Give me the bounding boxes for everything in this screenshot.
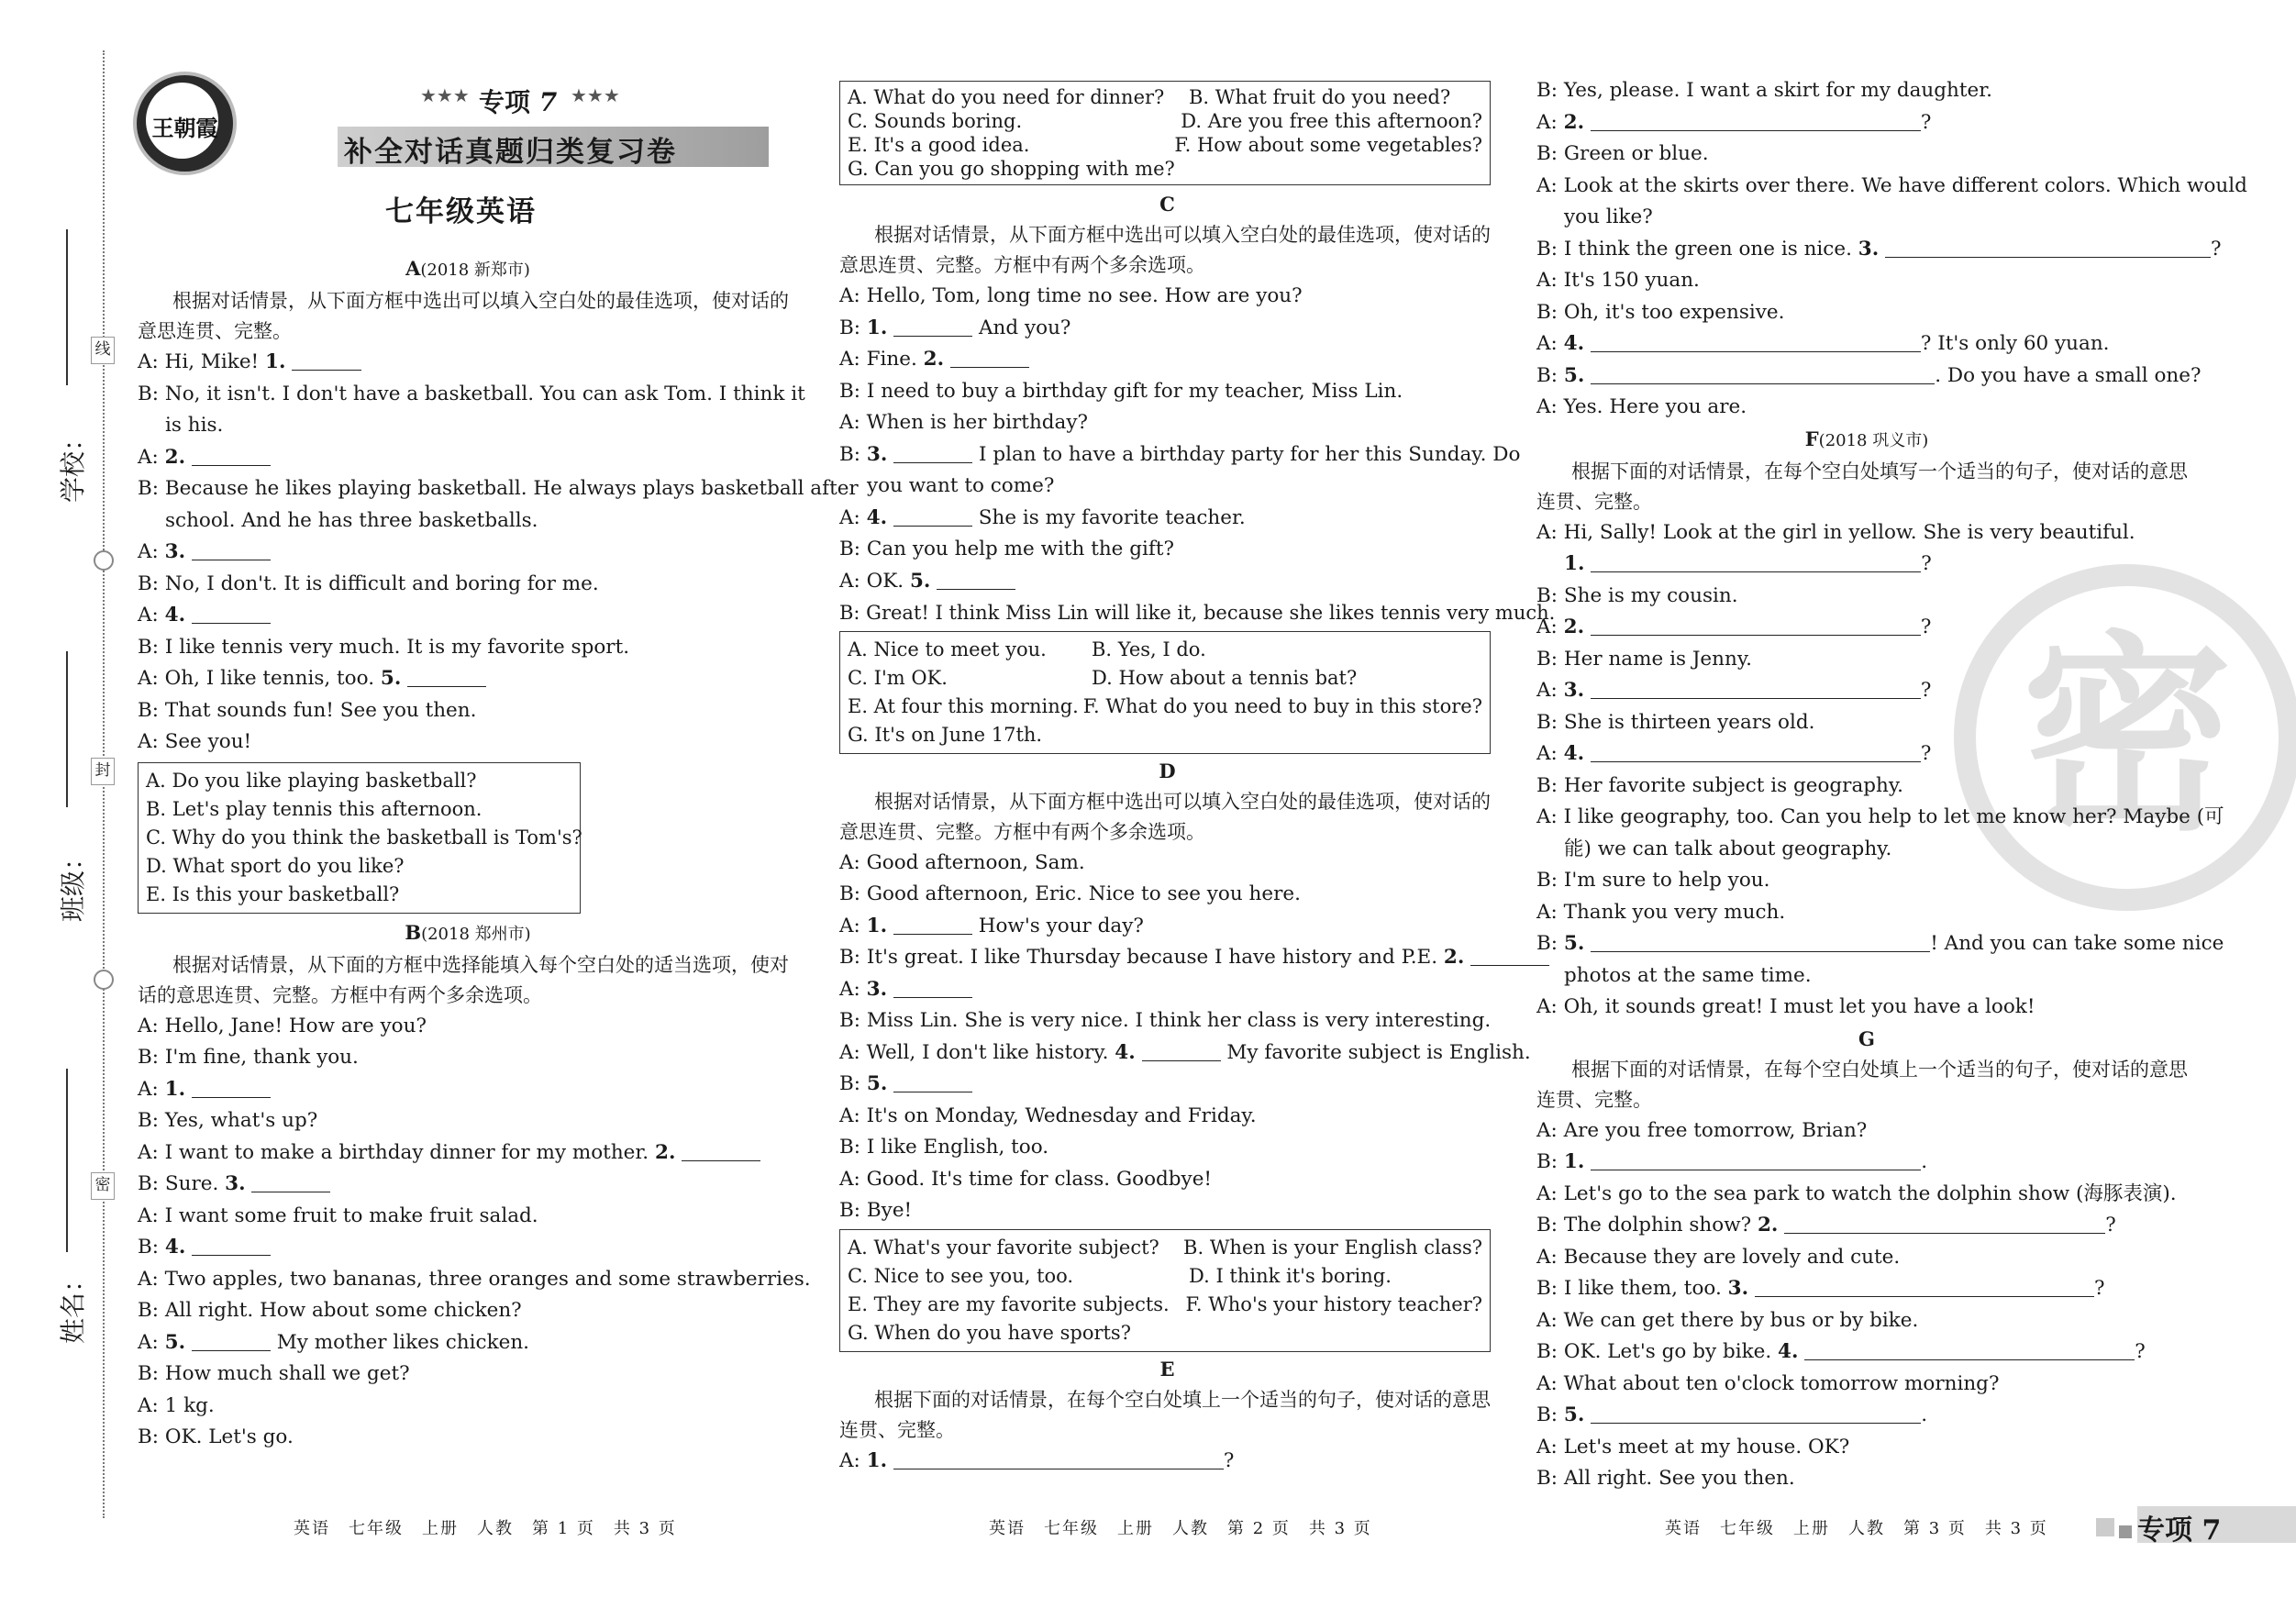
footer-tag: 专项 7 [2137, 1514, 2222, 1547]
dialog-line: A: Are you free tomorrow, Brian? [1536, 1118, 1868, 1142]
answer-blank[interactable] [292, 349, 361, 371]
section-g-title: G [1858, 1026, 1875, 1050]
answer-blank[interactable] [1804, 1339, 2135, 1360]
answer-blank[interactable] [1591, 931, 1930, 952]
option-row: C. Sounds boring. D. Are you free this afternoon? [848, 110, 1482, 132]
dialog-line: B: 3. I plan to have a birthday party for her this Sunday. Do [839, 442, 1521, 466]
dialog-line: A: 1. ? [839, 1448, 1235, 1472]
option-row: A. What's your favorite subject? B. When is your English class? [848, 1236, 1482, 1259]
answer-blank[interactable] [192, 1235, 271, 1256]
option-row: A. What do you need for dinner? B. What fruit do you need? [848, 86, 1451, 108]
column-1 [138, 253, 859, 1454]
dialog-line: school. And he has three basketballs. [165, 508, 538, 532]
dialog-line: A: See you! [138, 730, 252, 753]
answer-blank[interactable] [950, 347, 1029, 368]
dialog-line: B: Good afternoon, Eric. Nice to see you here. [839, 882, 1301, 905]
dialog-line: A: 3. [839, 974, 1495, 1006]
section-b-title: B(2018 郑州市) [405, 920, 531, 944]
dialog-line: B: I like them, too. 3. ? [1536, 1277, 2105, 1300]
watermark-text: 密 [2021, 615, 2233, 859]
footer-page-2: 英语 七年级 上册 人教 第 2 页 共 3 页 [989, 1519, 1372, 1538]
dialog-line: B: Sure. 3. [138, 1169, 798, 1201]
dialog-line: B: Because he likes playing basketball. He always plays basketball after [138, 477, 859, 500]
binding-word-secret: 密 [91, 1172, 115, 1200]
option-row: A. Nice to meet you. B. Yes, I do. [848, 638, 1206, 660]
section-c-instruction: 根据对话情景，从下面方框中选出可以填入空白处的最佳选项，使对话的意思连贯、完整。方框中有两个多余选项。 [839, 224, 1491, 276]
dialog-line: B: She is thirteen years old. [1536, 710, 1815, 734]
dialog-line: A: Hello, Tom, long time no see. How are you? [839, 284, 1303, 307]
dialog-line: B: I'm fine, thank you. [138, 1046, 359, 1069]
stars-left: ★★★ [420, 84, 470, 106]
dialog-line: B: All right. See you then. [1536, 1467, 1795, 1490]
answer-blank[interactable] [192, 1077, 271, 1098]
option-row: E. It's a good idea. F. How about some vegetables? [848, 134, 1482, 156]
option: A. Do you like playing basketball? [146, 769, 477, 792]
class-label: 班级： [58, 844, 88, 922]
school-label: 学校： [58, 425, 88, 503]
dialog-line: B: I'm sure to help you. [1536, 869, 1770, 892]
grade-title: 七年级英语 [385, 195, 537, 228]
answer-blank[interactable] [1591, 615, 1921, 636]
answer-blank[interactable] [192, 1330, 271, 1351]
answer-blank[interactable] [1591, 1403, 1921, 1424]
dialog-line: B: 4. [138, 1232, 798, 1264]
dialog-line: you want to come? [867, 474, 1055, 497]
dialog-line: A: Look at the skirts over there. We have different colors. Which would [1536, 173, 2247, 197]
option-row: G. When do you have sports? [848, 1321, 1131, 1344]
dialog-line: B: No, it isn't. I don't have a basketball. You can ask Tom. I think it [138, 382, 805, 405]
answer-blank[interactable] [1784, 1213, 2105, 1234]
option-row: C. Nice to see you, too. D. I think it's boring. [848, 1264, 1392, 1287]
series-label: 专项 7 [479, 87, 558, 117]
section-f-instruction: 根据下面的对话情景，在每个空白处填写一个适当的句子，使对话的意思连贯、完整。 [1536, 460, 2188, 513]
dialog-line: A: I want some fruit to make fruit salad. [138, 1203, 538, 1227]
dialog-line: B: 1. . [1536, 1150, 1928, 1173]
dialog-line: B: 5. . [1536, 1403, 1928, 1426]
section-b-instruction: 根据对话情景，从下面的方框中选择能填入每个空白处的适当选项，使对话的意思连贯、完整。方框中有两个多余选项。 [138, 953, 789, 1006]
dialog-line: A: Let's go to the sea park to watch the dolphin show (海豚表演). [1536, 1181, 2177, 1205]
dialog-line: A: We can get there by bus or by bike. [1536, 1308, 1919, 1332]
option-row: E. They are my favorite subjects. F. Who's your history teacher? [848, 1292, 1482, 1315]
binding-hole [94, 970, 114, 990]
class-line[interactable] [66, 651, 68, 807]
dialog-line: 1. ? [1564, 552, 1932, 575]
dialog-line: A: 4. [138, 600, 798, 632]
name-line[interactable] [66, 1069, 68, 1252]
option-row: C. I'm OK. D. How about a tennis bat? [848, 666, 1358, 689]
dialog-line: B: Her name is Jenny. [1536, 647, 1752, 671]
dialog-line: A: Hi, Mike! 1. [138, 347, 798, 379]
dialog-line: A: When is her birthday? [839, 411, 1089, 434]
answer-blank[interactable] [1591, 551, 1921, 572]
section-d-instruction: 根据对话情景，从下面方框中选出可以填入空白处的最佳选项，使对话的意思连贯、完整。方框中有两个多余选项。 [839, 790, 1491, 843]
dialog-line: B: All right. How about some chicken? [138, 1299, 522, 1322]
binding-hole [94, 550, 114, 571]
dialog-line: photos at the same time. [1564, 963, 1812, 987]
section-a-options-box [138, 762, 581, 914]
answer-blank[interactable] [1885, 237, 2211, 258]
answer-blank[interactable] [893, 316, 972, 337]
dialog-line: is his. [165, 414, 224, 437]
dialog-line: B: Bye! [839, 1199, 913, 1222]
dialog-line: B: I like tennis very much. It is my favorite sport. [138, 635, 630, 659]
answer-blank[interactable] [192, 445, 271, 466]
dialog-line: A: I like geography, too. Can you help to let me know her? Maybe (可 [1536, 805, 2224, 828]
dialog-line: A: Oh, I like tennis, too. 5. [138, 663, 798, 695]
dialog-line: A: 4. ? [1536, 742, 1932, 765]
footer-decoration [2119, 1525, 2132, 1538]
dialog-line: B: How much shall we get? [138, 1362, 410, 1385]
brand-logo [133, 72, 237, 175]
option: B. Let's play tennis this afternoon. [146, 797, 482, 820]
answer-blank[interactable] [893, 1448, 1224, 1469]
dialog-line: B: Miss Lin. She is very nice. I think her class is very interesting. [839, 1009, 1492, 1032]
dialog-line: B: 5. . Do you have a small one? [1536, 363, 2202, 387]
dialog-line: B: I think the green one is nice. 3. ? [1536, 237, 2222, 261]
answer-blank[interactable] [1755, 1276, 2094, 1297]
dialog-line: A: What about ten o'clock tomorrow morning? [1536, 1371, 2000, 1395]
answer-blank[interactable] [1142, 1040, 1221, 1061]
dialog-line: A: 2. ? [1536, 616, 1932, 638]
dialog-line: B: OK. Let's go by bike. 4. ? [1536, 1340, 2146, 1363]
answer-blank[interactable] [1591, 678, 1921, 699]
name-label: 姓名： [58, 1266, 88, 1344]
dialog-line: B: That sounds fun! See you then. [138, 698, 477, 722]
answer-blank[interactable] [893, 1071, 972, 1092]
section-a-instruction: 根据对话情景，从下面方框中选出可以填入空白处的最佳选项，使对话的意思连贯、完整。 [138, 290, 789, 342]
option: E. Is this your basketball? [146, 882, 400, 905]
dialog-line: B: Yes, what's up? [138, 1109, 318, 1132]
dialog-line: A: Fine. 2. [839, 344, 1495, 376]
option: C. Why do you think the basketball is Tom's? [146, 826, 582, 848]
answer-blank[interactable] [251, 1171, 330, 1192]
answer-blank[interactable] [893, 505, 972, 527]
section-c-options-box [839, 631, 1491, 754]
binding-word-line: 线 [91, 337, 115, 364]
dialog-line: B: She is my cousin. [1536, 583, 1738, 607]
section-e-title: E [1159, 1357, 1175, 1381]
dialog-line: B: 5. [839, 1069, 1495, 1101]
dialog-line: A: Well, I don't like history. 4. My favorite subject is English. [839, 1040, 1531, 1064]
dialog-line: A: Yes. Here you are. [1536, 395, 1747, 418]
dialog-line: B: OK. Let's go. [138, 1425, 294, 1448]
option: D. What sport do you like? [146, 854, 405, 877]
dialog-line: B: I need to buy a birthday gift for my teacher, Miss Lin. [839, 379, 1403, 403]
dialog-line: A: 2. [138, 442, 798, 474]
dialog-line: B: Green or blue. [1536, 142, 1709, 165]
dialog-line: A: Thank you very much. [1536, 900, 1786, 924]
dialog-line: B: 1. And you? [839, 316, 1071, 339]
school-line[interactable] [66, 229, 68, 385]
stars-right: ★★★ [571, 84, 620, 106]
dialog-line: B: The dolphin show? 2. ? [1536, 1214, 2116, 1237]
column-3 [1536, 75, 2247, 1495]
dialog-line: A: I want to make a birthday dinner for my mother. 2. [138, 1137, 798, 1170]
dialog-line: A: 3. [138, 537, 798, 569]
column-2 [839, 81, 1556, 1477]
answer-blank[interactable] [937, 569, 1015, 590]
page-title: 补全对话真题归类复习卷 [344, 136, 677, 169]
dialog-line: A: 1 kg. [138, 1393, 215, 1417]
dialog-line: A: Let's meet at my house. OK? [1536, 1435, 1850, 1458]
dialog-line: A: 5. My mother likes chicken. [138, 1330, 529, 1354]
dialog-line: you like? [1564, 205, 1653, 228]
option-row: E. At four this morning. F. What do you need to buy in this store? [848, 694, 1482, 717]
dialog-line: B: No, I don't. It is difficult and boring for me. [138, 571, 599, 595]
dialog-line: B: It's great. I like Thursday because I have history and P.E. 2. [839, 942, 1495, 974]
section-c-title: C [1159, 193, 1175, 216]
dialog-line: A: 4. She is my favorite teacher. [839, 505, 1246, 529]
answer-blank[interactable] [893, 977, 972, 998]
dialog-line: A: 3. ? [1536, 679, 1932, 702]
dialog-line: A: Good afternoon, Sam. [839, 850, 1085, 874]
section-e-instruction: 根据下面的对话情景，在每个空白处填上一个适当的句子，使对话的意思连贯、完整。 [839, 1388, 1491, 1441]
dialog-line: A: Oh, it sounds great! I must let you have a look! [1536, 995, 2035, 1018]
answer-blank[interactable] [1591, 741, 1921, 762]
dialog-line: B: Her favorite subject is geography. [1536, 773, 1903, 797]
dialog-line: A: 4. ? It's only 60 yuan. [1536, 332, 2110, 355]
dialog-line: A: Hi, Sally! Look at the girl in yellow. She is very beautiful. [1536, 520, 2135, 544]
answer-blank[interactable] [1591, 110, 1921, 131]
dialog-line: A: 1. [138, 1074, 798, 1106]
option-row: G. It's on June 17th. [848, 723, 1043, 746]
dialog-line: A: It's on Monday, Wednesday and Friday. [839, 1103, 1257, 1127]
section-g-instruction: 根据下面的对话情景，在每个空白处填上一个适当的句子，使对话的意思连贯、完整。 [1536, 1058, 2188, 1111]
answer-blank[interactable] [682, 1140, 760, 1161]
dialog-line: A: Because they are lovely and cute. [1536, 1245, 1901, 1269]
dialog-line: B: Yes, please. I want a skirt for my daughter. [1536, 79, 1992, 102]
dialog-line: B: Can you help me with the gift? [839, 538, 1174, 560]
answer-blank[interactable] [192, 539, 271, 560]
answer-blank[interactable] [893, 914, 972, 935]
brand-name: 王朝霞 [151, 115, 218, 141]
dialog-line: A: Good. It's time for class. Goodbye! [839, 1167, 1213, 1191]
section-b-options-box [839, 81, 1491, 185]
answer-blank[interactable] [407, 666, 486, 687]
answer-blank[interactable] [1591, 363, 1935, 384]
dialog-line: B: Great! I think Miss Lin will like it, because she likes tennis very much. [839, 602, 1556, 624]
binding-word-seal: 封 [91, 758, 115, 785]
dialog-line: A: Two apples, two bananas, three oranges and some strawberries. [138, 1267, 811, 1291]
dialog-line: A: OK. 5. [839, 566, 1495, 598]
answer-blank[interactable] [192, 603, 271, 624]
option-row: G. Can you go shopping with me? [848, 158, 1175, 180]
section-d-title: D [1159, 759, 1176, 782]
dialog-line: A: Hello, Jane! How are you? [138, 1014, 427, 1037]
dialog-line: B: 5. ! And you can take some nice [1536, 932, 2224, 955]
dialog-line: A: 2. ? [1536, 110, 1932, 134]
section-f-title: F(2018 巩义市) [1804, 427, 1929, 450]
footer-page-3: 英语 七年级 上册 人教 第 3 页 共 3 页 [1665, 1519, 2048, 1538]
dialog-line: B: I like English, too. [839, 1136, 1049, 1159]
section-d-options-box [839, 1229, 1491, 1352]
answer-blank[interactable] [893, 442, 972, 463]
dialog-line: A: 1. How's your day? [839, 914, 1144, 937]
section-a-title: A(2018 新郑市) [405, 257, 530, 280]
footer-page-1: 英语 七年级 上册 人教 第 1 页 共 3 页 [294, 1519, 677, 1538]
footer-decoration [2096, 1518, 2114, 1536]
dialog-line: B: Oh, it's too expensive. [1536, 300, 1785, 324]
dialog-line: 能) we can talk about geography. [1564, 837, 1892, 860]
answer-blank[interactable] [1591, 1149, 1921, 1170]
dialog-line: A: It's 150 yuan. [1536, 269, 1700, 292]
answer-blank[interactable] [1591, 331, 1921, 352]
